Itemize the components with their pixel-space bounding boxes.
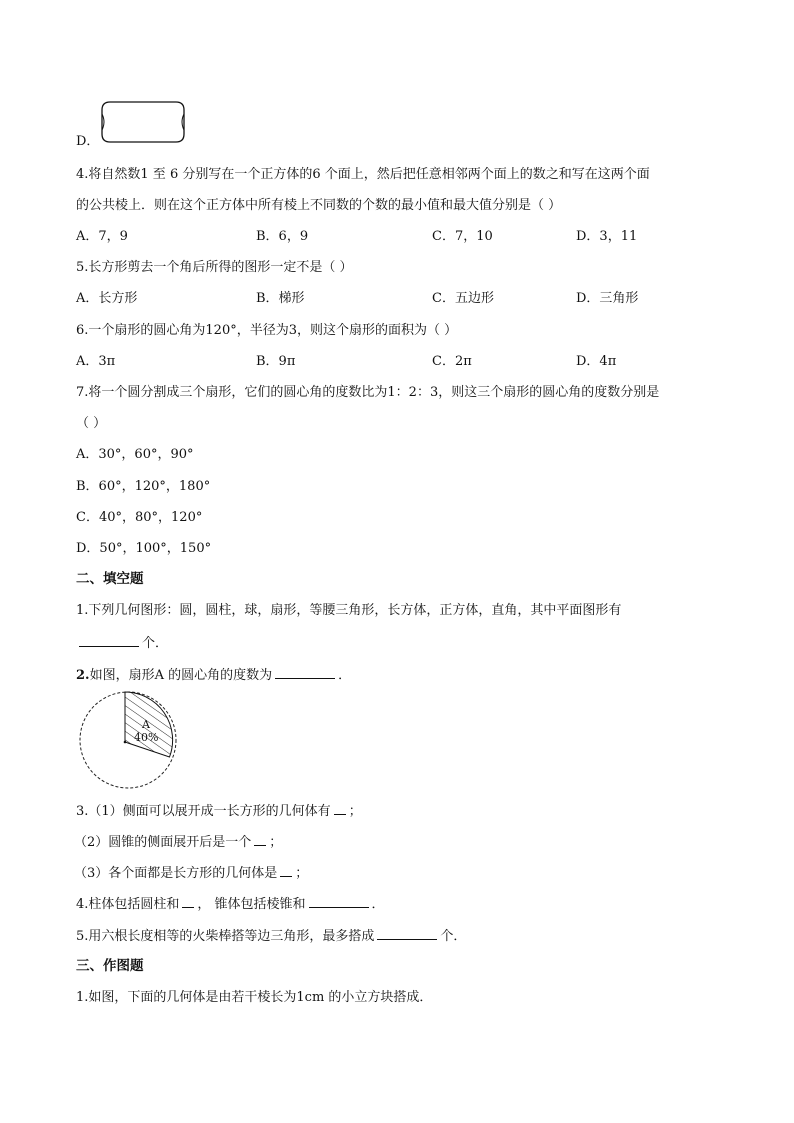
q4-text-line1: 4.将自然数1 至 6 分别写在一个正方体的6 个面上，然后把任意相邻两个面上的数之和写在这两个面 [76,167,650,182]
q6-option-a: A．3π [76,354,116,369]
q6-option-b: B．9π [256,354,296,369]
q6-text: 6.一个扇形的圆心角为120°，半径为3，则这个扇形的面积为（ ） [76,323,458,338]
s2-q3-2-suffix: ； [269,835,283,850]
s2-q4-blank-2[interactable] [309,894,369,908]
q5-option-d: D．三角形 [576,291,639,306]
s2-q4-mid: ， 锥体包括棱锥和 [197,897,306,912]
q4-option-a: A．7，9 [76,229,128,244]
s2-q3-2-text: （2）圆锥的侧面展开后是一个 [74,835,252,850]
s2-q3-1-text: 3.（1）侧面可以展开成一长方形的几何体有 [76,804,331,819]
q5-option-a: A．长方形 [76,291,138,306]
s2-q5-blank[interactable] [377,926,437,940]
q7-text-line1: 7.将一个圆分割成三个扇形，它们的圆心角的度数比为1：2：3，则这三个扇形的圆心角的度数分别是 [76,385,660,400]
q7-text-line2: （ ） [76,416,107,431]
q5-option-c: C．五边形 [432,291,494,306]
s2-q2-line [76,665,351,685]
sector-circle-figure [78,690,178,790]
q7-option-b: B．60°，120°，180° [76,479,211,494]
s2-q3-1-line [76,801,362,821]
s2-q4-text: 4.柱体包括圆柱和 [76,897,180,912]
s2-q4-blank-1[interactable] [182,894,194,908]
s2-q3-3-text: （3）各个面都是长方形的几何体是 [74,866,278,881]
s2-q3-1-suffix: ； [348,804,362,819]
s2-q2-text: 如图，扇形A 的圆心角的度数为 [89,668,273,683]
s3-q1-text: 1.如图，下面的几何体是由若干棱长为1cm 的小立方块搭成． [76,990,433,1005]
q4-option-c: C．7，10 [432,229,493,244]
section-fill-in-title: 二、填空题 [76,571,144,587]
sector-label-letter: A [142,718,150,731]
s2-q3-3-line [74,863,308,883]
section-drawing-title: 三、作图题 [76,958,144,974]
s2-q3-3-suffix: ； [295,866,309,881]
s2-q3-3-blank[interactable] [280,863,292,877]
s2-q1-line1: 1.下列几何图形：圆，圆柱，球，扇形，等腰三角形，长方体，正方体，直角，其中平面图形有 [76,603,622,618]
q4-option-d: D．3，11 [576,229,638,244]
s2-q1-line2 [76,633,168,653]
q4-option-b: B．6，9 [256,229,309,244]
s2-q2-number: 2. [76,668,90,683]
s2-q1-suffix: 个． [142,636,169,651]
sector-label-percent: 40% [134,731,159,744]
s2-q2-suffix: ． [338,668,352,683]
s2-q3-2-blank[interactable] [254,832,266,846]
s2-q5-text: 5.用六根长度相等的火柴棒搭等边三角形，最多搭成 [76,929,375,944]
s2-q5-suffix: 个． [440,929,467,944]
q5-option-b: B．梯形 [256,291,305,306]
s2-q1-blank[interactable] [79,633,139,647]
s2-q4-suffix: ． [371,897,385,912]
q6-option-c: C．2π [432,354,472,369]
q7-option-a: A．30°，60°，90° [76,447,194,462]
s2-q5-line [76,926,466,946]
s2-q3-1-blank[interactable] [334,801,346,815]
rounded-rectangle-figure [100,100,186,144]
s2-q2-blank[interactable] [275,665,335,679]
q4-text-line2: 的公共棱上．则在这个正方体中所有棱上不同数的个数的最小值和最大值分别是（ ） [76,198,562,213]
q5-text: 5.长方形剪去一个角后所得的图形一定不是（ ） [76,260,353,275]
q7-option-c: C．40°，80°，120° [76,510,203,525]
q3-option-d-label: D． [76,134,100,149]
q6-option-d: D．4π [576,354,617,369]
s2-q3-2-line [74,832,282,852]
q7-option-d: D．50°，100°，150° [76,541,212,556]
s2-q4-line [76,894,385,914]
